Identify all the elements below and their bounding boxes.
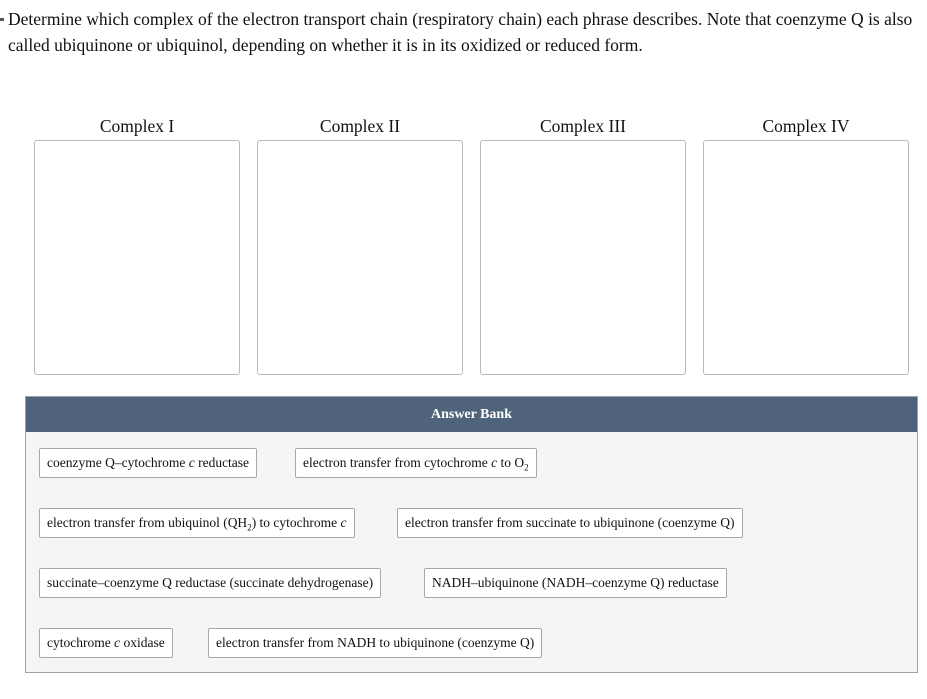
- column-header-complex-2: Complex II: [319, 116, 401, 136]
- question-marker: [0, 18, 4, 21]
- answer-tile-succinate-coq-reductase[interactable]: succinate–coenzyme Q reductase (succinate dehydrogenase): [39, 568, 381, 598]
- column-header-complex-1: Complex I: [99, 116, 175, 136]
- answer-tile-succinate-to-ubiquinone[interactable]: electron transfer from succinate to ubiquinone (coenzyme Q): [397, 508, 743, 538]
- answer-bank: [25, 396, 918, 673]
- answer-tile-cyt-c-oxidase[interactable]: cytochrome c oxidase: [39, 628, 173, 658]
- column-header-complex-4: Complex IV: [762, 116, 850, 136]
- drop-zone-complex-2[interactable]: [257, 140, 463, 375]
- instructions-text: Determine which complex of the electron transport chain (respiratory chain) each phrase describes. Note that coenzyme Q is also called ubiquinone or ubiquinol, depending on whether it is in its oxidized or reduced form.: [8, 9, 913, 55]
- answer-tile-cyt-c-to-o2[interactable]: electron transfer from cytochrome c to $O_2$: [295, 448, 537, 478]
- drop-zone-complex-4[interactable]: [703, 140, 909, 375]
- drop-zone-complex-3[interactable]: [480, 140, 686, 375]
- answer-tile-coq-cyt-c-reductase[interactable]: coenzyme Q–cytochrome c reductase: [39, 448, 257, 478]
- answer-bank-title: Answer Bank: [26, 397, 917, 432]
- answer-tile-ubiquinol-to-cyt-c[interactable]: electron transfer from ubiquinol $(QH_2)$ to cytochrome c: [39, 508, 355, 538]
- answer-tile-nadh-ubiquinone-reductase[interactable]: NADH–ubiquinone (NADH–coenzyme Q) reductase: [424, 568, 727, 598]
- column-header-complex-3: Complex III: [539, 116, 627, 136]
- drop-zone-complex-1[interactable]: [34, 140, 240, 375]
- answer-tile-nadh-to-ubiquinone[interactable]: electron transfer from NADH to ubiquinone (coenzyme Q): [208, 628, 542, 658]
